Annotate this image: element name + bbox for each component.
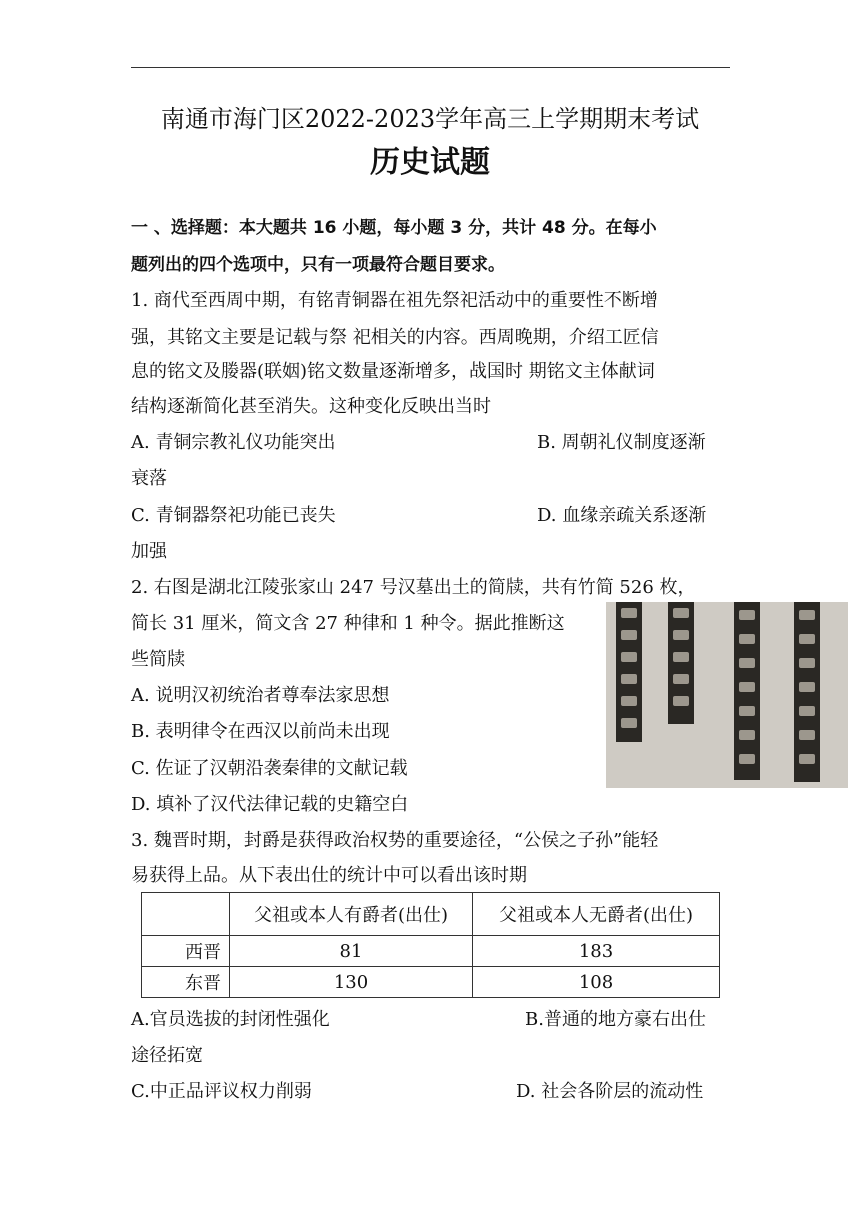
q2-option-c: C. 佐证了汉朝沿袭秦律的文献记载 <box>131 758 408 779</box>
section-heading-line1: 一 、选择题：本大题共 16 小题，每小题 3 分，共计 48 分。在每小 <box>131 218 657 238</box>
bamboo-slip <box>734 602 760 780</box>
q1-option-d-cont: 加强 <box>131 541 167 562</box>
table-cell: 东晋 <box>142 967 230 998</box>
q3-line: 易获得上品。从下表出仕的统计中可以看出该时期 <box>131 865 527 886</box>
q1-option-a: A. 青铜宗教礼仪功能突出 <box>131 432 336 453</box>
section-heading-line2: 题列出的四个选项中，只有一项最符合题目要求。 <box>131 255 505 275</box>
q3-option-b: B.普通的地方豪右出仕 <box>525 1009 706 1030</box>
q1-option-b: B. 周朝礼仪制度逐渐 <box>537 432 706 453</box>
q3-option-d: D. 社会各阶层的流动性 <box>516 1081 704 1102</box>
q1-line: 息的铭文及媵器(联姻)铭文数量逐渐增多，战国时 期铭文主体献词 <box>131 361 655 382</box>
q2-option-a: A. 说明汉初统治者尊奉法家思想 <box>131 685 390 706</box>
q1-line: 1. 商代至西周中期，有铭青铜器在祖先祭祀活动中的重要性不断增 <box>131 290 658 311</box>
table-cell: 西晋 <box>142 936 230 967</box>
q2-option-b: B. 表明律令在西汉以前尚未出现 <box>131 721 390 742</box>
bamboo-slip <box>794 602 820 782</box>
q3-option-b-cont: 途径拓宽 <box>131 1045 203 1066</box>
q2-line: 2. 右图是湖北江陵张家山 247 号汉墓出土的简牍，共有竹简 526 枚， <box>131 577 696 598</box>
table-cell: 81 <box>230 936 473 967</box>
bamboo-slip <box>616 602 642 742</box>
q1-option-d: D. 血缘亲疏关系逐渐 <box>537 505 707 526</box>
q1-option-b-cont: 衰落 <box>131 468 167 489</box>
q1-option-c: C. 青铜器祭祀功能已丧失 <box>131 505 336 526</box>
q3-line: 3. 魏晋时期，封爵是获得政治权势的重要途径，“公侯之子孙”能轻 <box>131 830 659 851</box>
statistics-table <box>141 892 720 998</box>
q3-option-a: A.官员选拔的封闭性强化 <box>131 1009 330 1030</box>
top-rule <box>131 67 730 68</box>
q2-option-d: D. 填补了汉代法律记载的史籍空白 <box>131 794 409 815</box>
table-header-row <box>142 893 720 936</box>
table-header-cell: 父祖或本人无爵者(出仕) <box>473 893 720 936</box>
subject-title: 历史试题 <box>370 145 490 180</box>
q1-line: 强，其铭文主要是记载与祭 祀相关的内容。西周晚期，介绍工匠信 <box>131 327 659 348</box>
table-cell: 130 <box>230 967 473 998</box>
table-cell: 108 <box>473 967 720 998</box>
table-row <box>142 967 720 998</box>
bamboo-slip <box>668 602 694 724</box>
bamboo-slips-photo <box>606 602 848 788</box>
q2-line: 些简牍 <box>131 649 185 670</box>
exam-title: 南通市海门区2022-2023学年高三上学期期末考试 <box>160 105 700 133</box>
q3-option-c: C.中正品评议权力削弱 <box>131 1081 312 1102</box>
q2-line: 简长 31 厘米，简文含 27 种律和 1 种令。据此推断这 <box>131 613 565 634</box>
table-header-cell: 父祖或本人有爵者(出仕) <box>230 893 473 936</box>
table-cell: 183 <box>473 936 720 967</box>
table-header-cell <box>142 893 230 936</box>
q1-line: 结构逐渐简化甚至消失。这种变化反映出当时 <box>131 396 491 417</box>
table-row <box>142 936 720 967</box>
